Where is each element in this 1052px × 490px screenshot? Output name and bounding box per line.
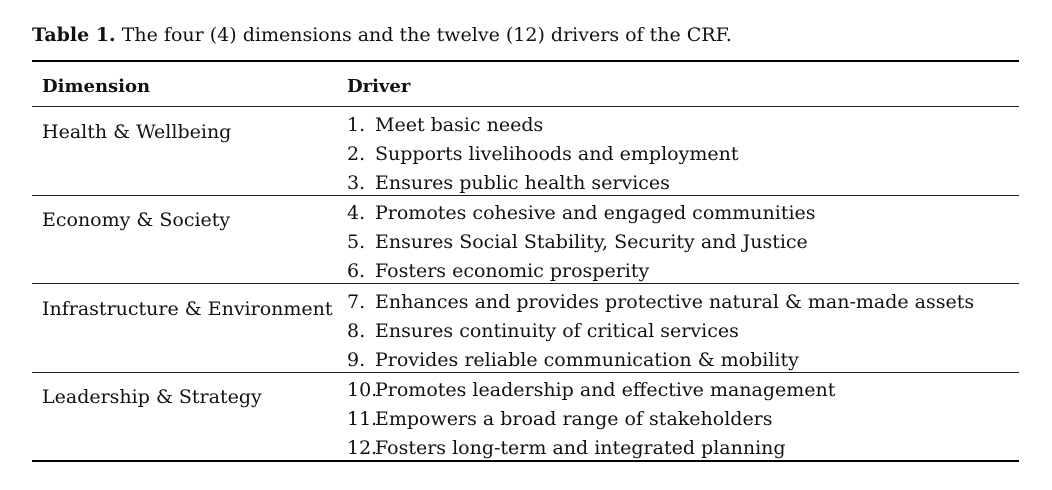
- caption-label: Table 1.: [32, 24, 116, 46]
- dimension-cell: Infrastructure & Environment: [42, 298, 333, 320]
- driver-item: 12.Fosters long-term and integrated planning: [347, 437, 786, 459]
- driver-cell: [347, 113, 738, 195]
- driver-item: 1. Meet basic needs: [347, 114, 544, 136]
- caption-text: The four (4) dimensions and the twelve (12) drivers of the CRF.: [115, 24, 732, 46]
- row-rule: [32, 195, 1019, 196]
- driver-item: 7. Enhances and provides protective natural & man-made assets: [347, 291, 975, 313]
- table-caption: [32, 24, 732, 46]
- header-dimension: Dimension: [42, 76, 151, 97]
- driver-cell: [347, 201, 816, 283]
- driver-item: 9. Provides reliable communication & mobility: [347, 349, 799, 371]
- driver-item: 11.Empowers a broad range of stakeholders: [347, 408, 773, 430]
- driver-item: 4. Promotes cohesive and engaged communities: [347, 202, 816, 224]
- driver-item: 10.Promotes leadership and effective management: [347, 379, 836, 401]
- driver-item: 3. Ensures public health services: [347, 172, 670, 194]
- header-driver: Driver: [347, 76, 411, 97]
- bottom-rule: [32, 460, 1019, 462]
- driver-cell: [347, 378, 835, 460]
- driver-item: 8. Ensures continuity of critical services: [347, 320, 739, 342]
- dimension-cell: Economy & Society: [42, 209, 231, 231]
- driver-item: 2. Supports livelihoods and employment: [347, 143, 739, 165]
- dimension-cell: Leadership & Strategy: [42, 386, 262, 408]
- header-rule: [32, 106, 1019, 107]
- driver-cell: [347, 290, 974, 372]
- driver-item: 6. Fosters economic prosperity: [347, 260, 650, 282]
- top-rule: [32, 60, 1019, 62]
- dimension-cell: Health & Wellbeing: [42, 121, 232, 143]
- driver-item: 5. Ensures Social Stability, Security and Justice: [347, 231, 808, 253]
- row-rule: [32, 372, 1019, 373]
- row-rule: [32, 283, 1019, 284]
